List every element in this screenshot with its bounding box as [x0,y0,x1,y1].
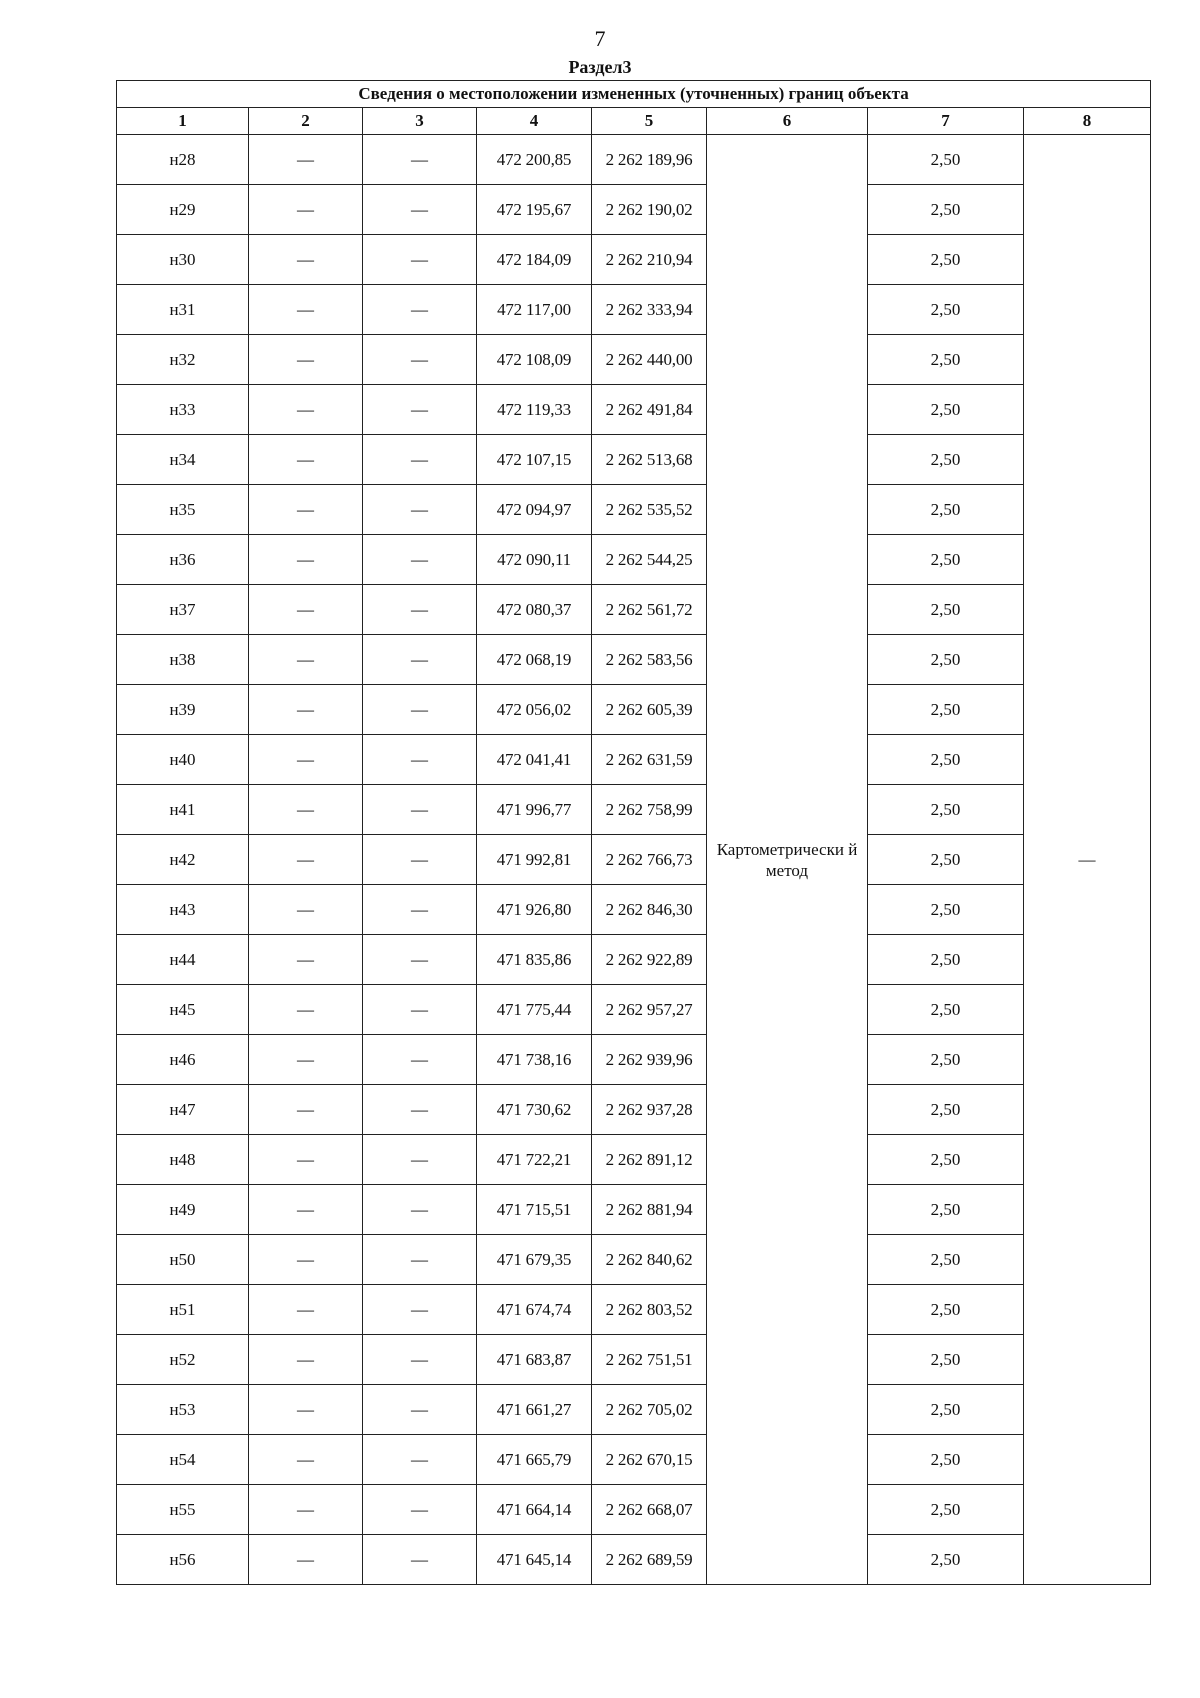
table-row [117,1235,1151,1285]
y-coordinate-cell [592,735,707,785]
y-coordinate-cell [592,1235,707,1285]
x-coordinate-cell [477,1485,592,1535]
x-coordinate-cell [477,385,592,435]
column-header: 2 [249,108,363,135]
dash-cell: — [363,535,477,585]
table-row [117,635,1151,685]
table-row [117,235,1151,285]
dash-cell: — [249,1385,363,1435]
x-coordinate: 472 080,37 [496,599,572,619]
dash-cell: — [249,235,363,285]
x-coordinate: 472 119,33 [497,399,571,419]
point-id-cell: н30 [117,235,249,285]
point-id-cell: н47 [117,1085,249,1135]
accuracy-cell: 2,50 [868,485,1024,535]
accuracy-cell: 2,50 [868,1435,1024,1485]
dash-cell: — [363,835,477,885]
accuracy-cell: 2,50 [868,135,1024,185]
point-id-cell: н28 [117,135,249,185]
table-row [117,1535,1151,1585]
accuracy-cell: 2,50 [868,1285,1024,1335]
y-coordinate: 2 262 689,59 [605,1549,693,1569]
dash-cell: — [249,885,363,935]
accuracy-cell: 2,50 [868,385,1024,435]
x-coordinate-cell [477,185,592,235]
x-coordinate-cell [477,335,592,385]
y-coordinate: 2 262 891,12 [605,1149,693,1169]
x-coordinate-cell [477,1385,592,1435]
table-row [117,1035,1151,1085]
x-coordinate-cell [477,135,592,185]
y-coordinate-cell [592,985,707,1035]
y-coordinate-cell [592,1435,707,1485]
point-id-cell: н33 [117,385,249,435]
y-coordinate: 2 262 668,07 [605,1499,693,1519]
x-coordinate-cell [477,935,592,985]
table-caption: Сведения о местоположении измененных (уточненных) границ объекта [117,81,1151,108]
column-header: 5 [592,108,707,135]
accuracy-cell: 2,50 [868,635,1024,685]
point-id-cell: н50 [117,1235,249,1285]
accuracy-cell: 2,50 [868,685,1024,735]
dash-cell: — [249,485,363,535]
x-coordinate: 472 041,41 [496,749,572,769]
dash-cell: — [249,135,363,185]
accuracy-cell: 2,50 [868,1535,1024,1585]
table-row [117,185,1151,235]
y-coordinate: 2 262 766,73 [605,849,693,869]
y-coordinate-cell [592,635,707,685]
x-coordinate-cell [477,1235,592,1285]
dash-cell: — [249,1435,363,1485]
x-coordinate: 471 665,79 [496,1449,572,1469]
x-coordinate: 471 679,35 [496,1249,572,1269]
dash-cell: — [249,185,363,235]
dash-cell: — [363,185,477,235]
dash-cell: — [249,435,363,485]
y-coordinate-cell [592,835,707,885]
y-coordinate: 2 262 544,25 [605,549,693,569]
dash-cell: — [249,1235,363,1285]
accuracy-cell: 2,50 [868,1085,1024,1135]
dash-cell: — [363,235,477,285]
dash-cell: — [249,1485,363,1535]
y-coordinate: 2 262 758,99 [605,799,693,819]
point-id-cell: н45 [117,985,249,1035]
dash-cell: — [363,285,477,335]
point-id-cell: н44 [117,935,249,985]
dash-cell: — [363,1235,477,1285]
table-row [117,1385,1151,1435]
point-id-cell: н40 [117,735,249,785]
x-coordinate-cell [477,1085,592,1135]
y-coordinate-cell [592,135,707,185]
accuracy-cell: 2,50 [868,1485,1024,1535]
point-id-cell: н53 [117,1385,249,1435]
dash-cell: — [363,135,477,185]
x-coordinate: 472 108,09 [496,349,572,369]
table-row [117,335,1151,385]
y-coordinate: 2 262 937,28 [605,1099,693,1119]
dash-cell: — [363,1335,477,1385]
dash-cell: — [363,1135,477,1185]
table-row [117,835,1151,885]
dash-cell: — [249,585,363,635]
accuracy-cell: 2,50 [868,785,1024,835]
x-coordinate: 471 683,87 [496,1349,572,1369]
table-row [117,1435,1151,1485]
point-id-cell: н37 [117,585,249,635]
dash-cell: — [363,685,477,735]
x-coordinate-cell [477,1535,592,1585]
point-id-cell: н46 [117,1035,249,1085]
x-coordinate-cell [477,785,592,835]
point-id-cell: н55 [117,1485,249,1535]
accuracy-cell: 2,50 [868,835,1024,885]
x-coordinate-cell [477,835,592,885]
accuracy-cell: 2,50 [868,435,1024,485]
y-coordinate: 2 262 939,96 [605,1049,693,1069]
x-coordinate-cell [477,885,592,935]
dash-cell: — [363,335,477,385]
table-row [117,935,1151,985]
column-8-cell: — [1024,135,1151,1585]
x-coordinate-cell [477,1185,592,1235]
page-number: 7 [594,26,606,51]
dash-cell: — [363,885,477,935]
y-coordinate-cell [592,685,707,735]
column-header: 6 [707,108,868,135]
y-coordinate: 2 262 189,96 [605,149,693,169]
table-row [117,785,1151,835]
dash-cell: — [363,1535,477,1585]
x-coordinate-cell [477,485,592,535]
x-coordinate: 472 117,00 [497,299,571,319]
y-coordinate: 2 262 803,52 [605,1299,693,1319]
dash-cell: — [363,485,477,535]
dash-cell: — [249,735,363,785]
accuracy-cell: 2,50 [868,1335,1024,1385]
y-coordinate: 2 262 440,00 [605,349,693,369]
dash-cell: — [363,1185,477,1235]
dash-cell: — [249,285,363,335]
x-coordinate: 471 674,74 [496,1299,572,1319]
y-coordinate-cell [592,1335,707,1385]
dash-cell: — [363,1485,477,1535]
y-coordinate-cell [592,385,707,435]
x-coordinate-cell [477,585,592,635]
y-coordinate: 2 262 210,94 [605,249,693,269]
table-row [117,435,1151,485]
column-header: 3 [363,108,477,135]
x-coordinate-cell [477,635,592,685]
y-coordinate-cell [592,285,707,335]
y-coordinate: 2 262 190,02 [605,199,693,219]
dash-cell: — [249,1085,363,1135]
dash-cell: — [249,1285,363,1335]
table-row [117,585,1151,635]
x-coordinate-cell [477,1035,592,1085]
x-coordinate: 472 068,19 [496,649,572,669]
x-coordinate-cell [477,1285,592,1335]
dash-cell: — [363,1285,477,1335]
dash-cell: — [363,785,477,835]
x-coordinate-cell [477,285,592,335]
accuracy-cell: 2,50 [868,1035,1024,1085]
x-coordinate: 471 645,14 [496,1549,572,1569]
y-coordinate-cell [592,1385,707,1435]
y-coordinate-cell [592,935,707,985]
column-header: 7 [868,108,1024,135]
accuracy-cell: 2,50 [868,735,1024,785]
x-coordinate-cell [477,435,592,485]
table-row [117,485,1151,535]
accuracy-cell: 2,50 [868,985,1024,1035]
dash-cell: — [363,1085,477,1135]
x-coordinate: 472 107,15 [496,449,572,469]
table-row [117,285,1151,335]
accuracy-cell: 2,50 [868,535,1024,585]
y-coordinate: 2 262 513,68 [605,449,693,469]
y-coordinate-cell [592,585,707,635]
table-row [117,1185,1151,1235]
point-id-cell: н43 [117,885,249,935]
x-coordinate-cell [477,1435,592,1485]
point-id-cell: н48 [117,1135,249,1185]
x-coordinate: 472 090,11 [497,549,571,569]
point-id-cell: н54 [117,1435,249,1485]
y-coordinate-cell [592,335,707,385]
table-row [117,735,1151,785]
y-coordinate-cell [592,235,707,285]
y-coordinate-cell [592,1085,707,1135]
y-coordinate: 2 262 535,52 [605,499,693,519]
x-coordinate: 471 926,80 [496,899,572,919]
x-coordinate: 471 722,21 [496,1149,572,1169]
dash-cell: — [363,1435,477,1485]
table-row [117,1485,1151,1535]
accuracy-cell: 2,50 [868,1135,1024,1185]
table-row [117,885,1151,935]
x-coordinate-cell [477,735,592,785]
x-coordinate: 471 715,51 [496,1199,572,1219]
point-id-cell: н31 [117,285,249,335]
y-coordinate-cell [592,435,707,485]
accuracy-cell: 2,50 [868,285,1024,335]
table-row [117,1335,1151,1385]
table-row [117,685,1151,735]
dash-cell: — [363,435,477,485]
x-coordinate: 471 996,77 [496,799,572,819]
method-cell: Картометрически й метод [707,135,868,1585]
x-coordinate-cell [477,1335,592,1385]
point-id-cell: н35 [117,485,249,535]
dash-cell: — [363,1385,477,1435]
section-title: Раздел3 [568,57,632,77]
x-coordinate: 471 730,62 [496,1099,572,1119]
y-coordinate: 2 262 840,62 [605,1249,693,1269]
x-coordinate: 472 200,85 [496,149,572,169]
dash-cell: — [249,1535,363,1585]
y-coordinate-cell [592,1285,707,1335]
table-row [117,985,1151,1035]
x-coordinate: 471 992,81 [496,849,572,869]
accuracy-cell: 2,50 [868,885,1024,935]
point-id-cell: н36 [117,535,249,585]
y-coordinate: 2 262 922,89 [605,949,693,969]
dash-cell: — [249,1185,363,1235]
dash-cell: — [363,935,477,985]
point-id-cell: н42 [117,835,249,885]
dash-cell: — [249,935,363,985]
point-id-cell: н29 [117,185,249,235]
dash-cell: — [249,835,363,885]
x-coordinate: 472 184,09 [496,249,572,269]
point-id-cell: н39 [117,685,249,735]
table-row [117,135,1151,185]
x-coordinate-cell [477,985,592,1035]
y-coordinate: 2 262 631,59 [605,749,693,769]
table-header-row [117,108,1151,135]
dash-cell: — [249,385,363,435]
dash-cell: — [249,535,363,585]
y-coordinate-cell [592,485,707,535]
table-row [117,385,1151,435]
x-coordinate: 471 738,16 [496,1049,572,1069]
point-id-cell: н32 [117,335,249,385]
y-coordinate-cell [592,1185,707,1235]
y-coordinate: 2 262 605,39 [605,699,693,719]
point-id-cell: н49 [117,1185,249,1235]
y-coordinate-cell [592,785,707,835]
x-coordinate: 471 775,44 [496,999,572,1019]
accuracy-cell: 2,50 [868,1235,1024,1285]
accuracy-cell: 2,50 [868,1185,1024,1235]
dash-cell: — [363,985,477,1035]
x-coordinate-cell [477,535,592,585]
accuracy-cell: 2,50 [868,1385,1024,1435]
dash-cell: — [363,735,477,785]
y-coordinate: 2 262 881,94 [605,1199,693,1219]
x-coordinate: 471 664,14 [496,1499,572,1519]
dash-cell: — [249,985,363,1035]
table-row [117,1285,1151,1335]
dash-cell: — [249,1135,363,1185]
y-coordinate-cell [592,1135,707,1185]
dash-cell: — [249,785,363,835]
y-coordinate: 2 262 705,02 [605,1399,693,1419]
accuracy-cell: 2,50 [868,935,1024,985]
table-row [117,1135,1151,1185]
accuracy-cell: 2,50 [868,585,1024,635]
y-coordinate: 2 262 846,30 [605,899,693,919]
dash-cell: — [249,1335,363,1385]
y-coordinate: 2 262 670,15 [605,1449,693,1469]
y-coordinate-cell [592,185,707,235]
boundary-table [116,80,1151,1585]
y-coordinate-cell [592,535,707,585]
x-coordinate: 471 661,27 [496,1399,572,1419]
accuracy-cell: 2,50 [868,235,1024,285]
y-coordinate: 2 262 491,84 [605,399,693,419]
dash-cell: — [249,1035,363,1085]
point-id-cell: н51 [117,1285,249,1335]
point-id-cell: н34 [117,435,249,485]
y-coordinate-cell [592,885,707,935]
column-header: 8 [1024,108,1151,135]
x-coordinate-cell [477,235,592,285]
x-coordinate: 472 056,02 [496,699,572,719]
point-id-cell: н56 [117,1535,249,1585]
x-coordinate-cell [477,685,592,735]
accuracy-cell: 2,50 [868,185,1024,235]
point-id-cell: н38 [117,635,249,685]
y-coordinate: 2 262 583,56 [605,649,693,669]
dash-cell: — [363,1035,477,1085]
dash-cell: — [363,585,477,635]
point-id-cell: н41 [117,785,249,835]
y-coordinate: 2 262 561,72 [605,599,693,619]
y-coordinate: 2 262 333,94 [605,299,693,319]
y-coordinate-cell [592,1535,707,1585]
y-coordinate-cell [592,1485,707,1535]
x-coordinate: 472 195,67 [496,199,572,219]
y-coordinate-cell [592,1035,707,1085]
y-coordinate: 2 262 751,51 [605,1349,693,1369]
x-coordinate: 471 835,86 [496,949,572,969]
dash-cell: — [249,635,363,685]
x-coordinate: 472 094,97 [496,499,572,519]
dash-cell: — [249,335,363,385]
y-coordinate: 2 262 957,27 [605,999,693,1019]
table-row [117,1085,1151,1135]
column-header: 4 [477,108,592,135]
column-header: 1 [117,108,249,135]
dash-cell: — [363,635,477,685]
point-id-cell: н52 [117,1335,249,1385]
dash-cell: — [249,685,363,735]
x-coordinate-cell [477,1135,592,1185]
dash-cell: — [363,385,477,435]
accuracy-cell: 2,50 [868,335,1024,385]
table-row [117,535,1151,585]
